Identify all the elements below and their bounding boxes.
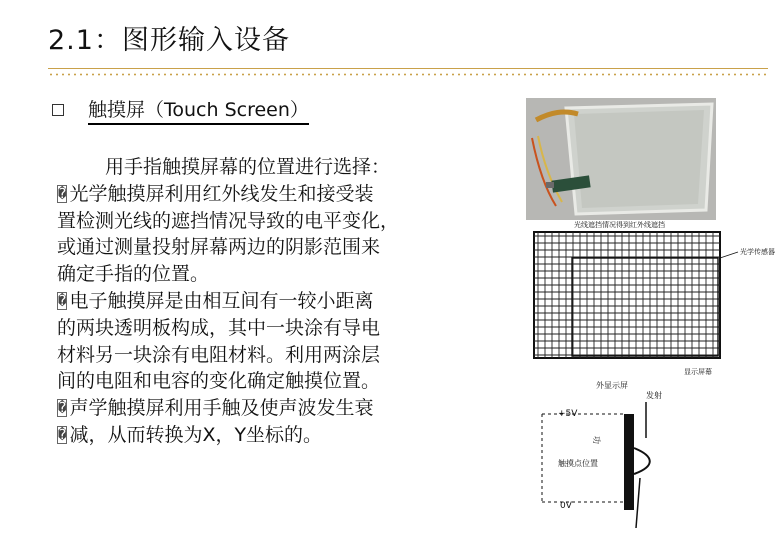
touch-panel-photo — [526, 98, 716, 220]
grid-top-caption: 光线遮挡情况得到红外线遮挡 — [574, 221, 665, 229]
body-line-text: 置检测光线的遮挡情况导致的电平变化， — [57, 209, 400, 232]
body-line — [57, 208, 477, 235]
body-line — [57, 154, 477, 181]
bullet-glyph-icon: � — [58, 185, 67, 202]
plus-5v-label: +5V — [558, 409, 578, 419]
body-line — [57, 422, 477, 449]
body-line-text: 用手指触摸屏幕的位置进行选择： — [105, 156, 391, 178]
body-line — [57, 234, 477, 261]
bullet-glyph-icon: � — [58, 426, 67, 443]
body-line — [57, 315, 477, 342]
body-line-text: 电子触摸屏是由相互间有一较小距离 — [69, 289, 374, 312]
body-line-text: 确定手指的位置。 — [57, 263, 210, 286]
body-line-text: 的两块透明板构成，其中一块涂有导电 — [57, 316, 381, 339]
body-text — [57, 154, 477, 449]
body-line — [57, 288, 477, 315]
body-line-text: 减，从而转换为X，Y坐标的。 — [69, 423, 323, 446]
body-line-text: 或通过测量投射屏幕两边的阴影范围来 — [57, 236, 381, 259]
infrared-grid-diagram — [530, 218, 780, 378]
body-line-text: 光学触摸屏利用红外线发生和接受装 — [69, 182, 374, 205]
bullet-glyph-icon: � — [58, 400, 67, 417]
title-rule-dots — [48, 73, 768, 76]
body-line — [57, 261, 477, 288]
body-line — [57, 342, 477, 369]
body-line — [57, 368, 477, 395]
acoustic-top-label: 外显示屏 — [596, 381, 628, 390]
grid-side-caption: 光学传感器 — [740, 248, 775, 256]
acoustic-wave-diagram — [536, 378, 780, 536]
title-rule — [48, 68, 768, 69]
body-line — [57, 395, 477, 422]
square-bullet-icon — [52, 104, 64, 116]
touch-position-label: 触摸点位置 — [558, 459, 598, 468]
emit-label: 发射 — [646, 391, 662, 400]
grid-bottom-caption: 显示屏幕 — [684, 368, 712, 376]
subheading: 触摸屏（Touch Screen） — [88, 95, 309, 125]
bullet-glyph-icon: � — [58, 292, 67, 309]
slide-title: 2.1：图形输入设备 — [48, 25, 290, 56]
body-line-text: 材料另一块涂有电阻材料。利用两涂层 — [57, 343, 381, 366]
svg-text:功: 功 — [592, 436, 601, 444]
body-line-text: 声学触摸屏利用手触及使声波发生衰 — [69, 397, 374, 420]
body-line — [57, 181, 477, 208]
zero-v-label: 0V — [560, 501, 572, 511]
body-line-text: 间的电阻和电容的变化确定触摸位置。 — [57, 370, 381, 393]
